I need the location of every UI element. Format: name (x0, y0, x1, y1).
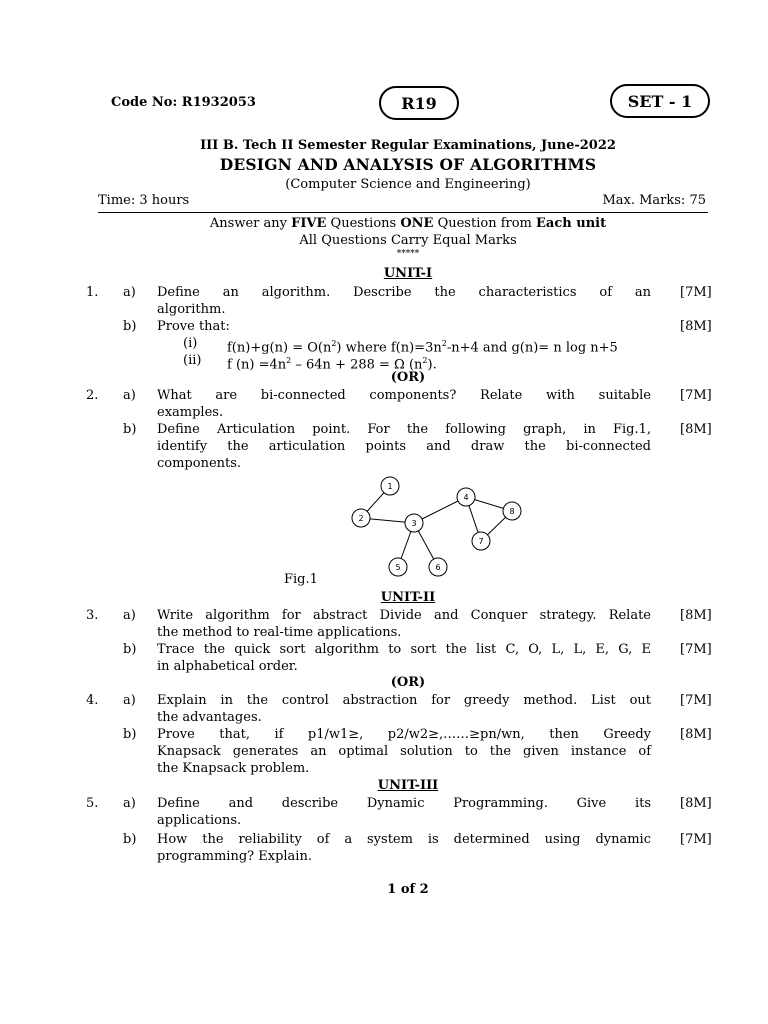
unit-3-heading: UNIT-III (377, 778, 439, 793)
question-text: the advantages. (157, 710, 262, 725)
question-number: 5. (86, 796, 99, 811)
q5b-line-1 (0, 831, 768, 848)
question-text: applications. (157, 813, 242, 828)
formula-part: – 64n + 288 = Ω (n (291, 357, 423, 373)
branch-name: (Computer Science and Engineering) (285, 177, 531, 192)
question-number: 3. (86, 608, 99, 623)
q5a-line-2 (0, 812, 768, 829)
regulation-badge: R19 (379, 86, 459, 120)
q3b-line-2 (0, 658, 768, 675)
sub-label: b) (123, 319, 137, 334)
set-badge: SET - 1 (610, 84, 710, 118)
formula-part: -n+4 and g(n)= n log n+5 (446, 340, 618, 356)
code-number: Code No: R1932053 (111, 95, 256, 110)
instr-bold: FIVE (291, 216, 327, 231)
page-number: 1 of 2 (387, 882, 429, 897)
formula-part: f(n)+g(n) = O(n (227, 340, 332, 356)
question-text: identify the articulation points and draw the bi-connected (157, 439, 651, 454)
question-text: in alphabetical order. (157, 659, 298, 674)
q2a-line-1 (0, 387, 768, 404)
sub-label: a) (123, 693, 136, 708)
roman-label: (i) (183, 336, 198, 351)
question-text: the method to real-time applications. (157, 625, 402, 640)
q3a-line-1 (0, 607, 768, 624)
sub-label: a) (123, 285, 136, 300)
marks: [8M] (680, 727, 712, 742)
q1b-part-i (0, 335, 768, 356)
instr-bold: Each unit (536, 216, 607, 231)
instr-text: Question from (433, 216, 537, 231)
marks: [7M] (680, 693, 712, 708)
question-text: Prove that, if p1/w1≥, p2/w2≥,……≥pn/wn, then Greedy (157, 727, 651, 742)
q3a-line-2 (0, 624, 768, 641)
marks: [7M] (680, 388, 712, 403)
time-marks-row (98, 193, 706, 208)
marks: [8M] (680, 319, 712, 334)
superscript: 2 (331, 339, 337, 348)
q1b-part-ii (0, 352, 768, 373)
question-text: components. (157, 456, 242, 471)
q2b-line-1 (0, 421, 768, 438)
time-label: Time: 3 hours (98, 193, 190, 208)
formula-part: f (n) =4n (227, 357, 287, 373)
or-separator: (OR) (390, 675, 426, 690)
graph-node-label: 5 (395, 563, 401, 572)
formula-part: ) where f(n)=3n (336, 340, 442, 356)
superscript: 2 (441, 339, 447, 348)
q4a-line-2 (0, 709, 768, 726)
question-text: algorithm. (157, 302, 226, 317)
q2b-line-2 (0, 438, 768, 455)
figure-caption: Fig.1 (284, 572, 318, 587)
question-number: 1. (86, 285, 99, 300)
graph-node-label: 1 (387, 482, 393, 491)
q4b-line-1 (0, 726, 768, 743)
question-number: 2. (86, 388, 99, 403)
graph-node-label: 7 (478, 537, 484, 546)
instructions-line-1 (100, 216, 716, 231)
question-text: examples. (157, 405, 224, 420)
instr-text: Questions (326, 216, 401, 231)
sub-label: b) (123, 422, 137, 437)
max-marks-label: Max. Marks: 75 (602, 193, 706, 208)
question-text: What are bi-connected components? Relate with suitable (157, 388, 651, 403)
q5a-line-1 (0, 795, 768, 812)
marks: [8M] (680, 608, 712, 623)
instr-bold: ONE (400, 216, 434, 231)
question-text: Trace the quick sort algorithm to sort the list C, O, L, L, E, G, E (157, 642, 651, 657)
q4b-line-3 (0, 760, 768, 777)
graph-node-label: 6 (435, 563, 441, 572)
exam-title: III B. Tech II Semester Regular Examinations, June-2022 (200, 138, 616, 153)
stars-separator: ***** (396, 249, 420, 259)
or-separator: (OR) (390, 370, 426, 385)
marks: [7M] (680, 642, 712, 657)
q2a-line-2 (0, 404, 768, 421)
superscript: 2 (422, 356, 428, 365)
q1b-line-1 (0, 318, 768, 335)
sub-label: b) (123, 832, 137, 847)
question-text: Knapsack generates an optimal solution to the given instance of (157, 744, 651, 759)
marks: [8M] (680, 796, 712, 811)
q4b-line-2 (0, 743, 768, 760)
graph-node-label: 8 (509, 507, 515, 516)
graph-figure (343, 474, 533, 582)
q1a-line-2 (0, 301, 768, 318)
formula-part: ). (427, 357, 437, 373)
question-text: How the reliability of a system is determined using dynamic (157, 832, 651, 847)
instr-text: Answer any (209, 216, 292, 231)
sub-label: b) (123, 727, 137, 742)
unit-2-heading: UNIT-II (380, 590, 436, 605)
marks: [7M] (680, 285, 712, 300)
q2b-line-3 (0, 455, 768, 472)
question-text: programming? Explain. (157, 849, 312, 864)
superscript: 2 (286, 356, 292, 365)
sub-label: b) (123, 642, 137, 657)
graph-node-label: 3 (411, 519, 417, 528)
question-text: Define Articulation point. For the following graph, in Fig.1, (157, 422, 651, 437)
marks: [7M] (680, 832, 712, 847)
q4a-line-1 (0, 692, 768, 709)
question-text: the Knapsack problem. (157, 761, 310, 776)
sub-label: a) (123, 796, 136, 811)
marks: [8M] (680, 422, 712, 437)
question-text: Define and describe Dynamic Programming. Give its (157, 796, 651, 811)
graph-node-label: 4 (463, 493, 469, 502)
q1a-line-1 (0, 284, 768, 301)
question-text: Explain in the control abstraction for greedy method. List out (157, 693, 651, 708)
sub-label: a) (123, 388, 136, 403)
roman-label: (ii) (183, 353, 202, 368)
unit-1-heading: UNIT-I (383, 266, 433, 281)
sub-label: a) (123, 608, 136, 623)
question-number: 4. (86, 693, 99, 708)
question-text: Write algorithm for abstract Divide and Conquer strategy. Relate (157, 608, 651, 623)
q5b-line-2 (0, 848, 768, 865)
subject-title: DESIGN AND ANALYSIS OF ALGORITHMS (219, 155, 597, 174)
graph-edges (361, 486, 515, 567)
question-text: Prove that: (157, 319, 230, 334)
header-divider (98, 212, 708, 213)
question-text: Define an algorithm. Describe the characteristics of an (157, 285, 651, 300)
graph-node-label: 2 (358, 514, 364, 523)
instructions-line-2: All Questions Carry Equal Marks (299, 233, 517, 248)
q3b-line-1 (0, 641, 768, 658)
